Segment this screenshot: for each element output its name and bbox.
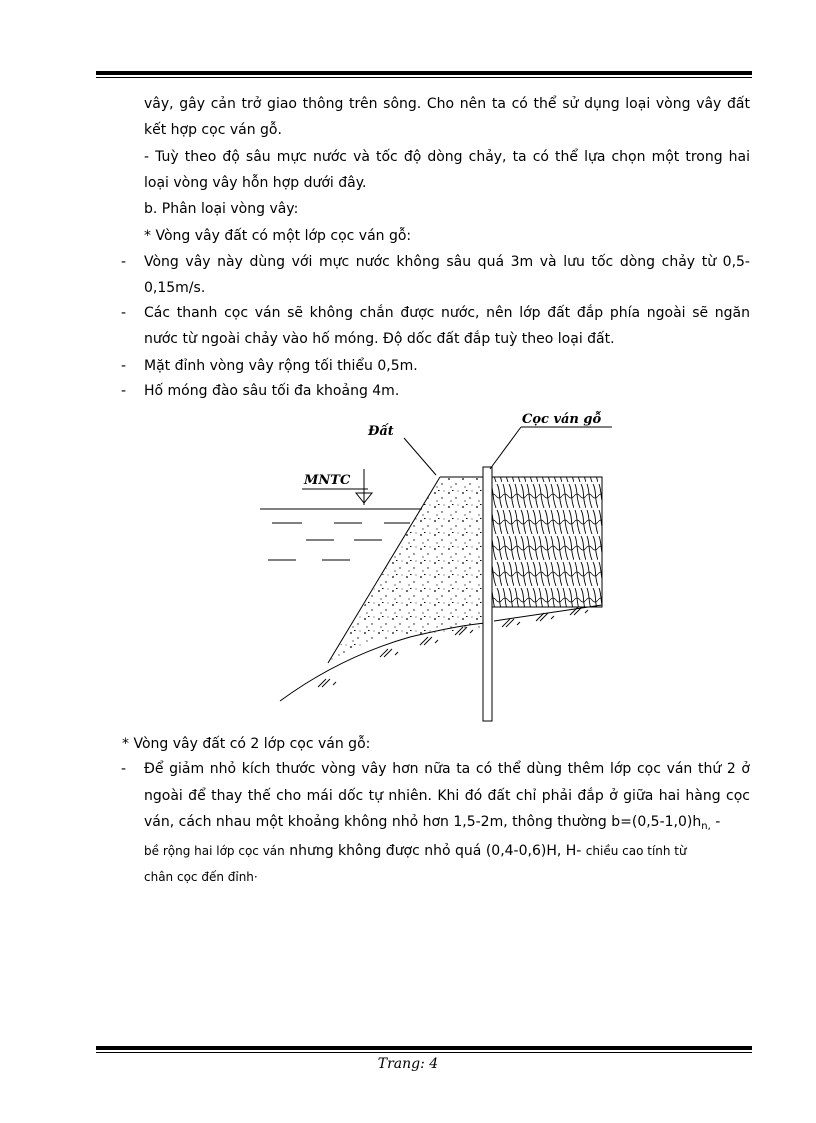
- page-number: Trang: 4: [377, 1056, 439, 1072]
- footer-rule: [96, 1046, 752, 1053]
- label-mntc: MNTC: [304, 473, 351, 488]
- bullet5-line4: [144, 842, 687, 860]
- leader-dat: [404, 438, 436, 475]
- bullet5-line4-part3: chiều cao tính từ: [585, 844, 687, 858]
- leader-coc: [490, 427, 521, 469]
- heading-one-layer: * Vòng vây đất có một lớp cọc ván gỗ:: [144, 228, 412, 244]
- heading-b: b. Phân loại vòng vây:: [144, 201, 299, 217]
- bullet-dash: -: [121, 383, 127, 399]
- bullet5-line3-text: ván, cách nhau một khoảng không nhỏ hơn 1,5-2m, thông thường b=(0,5-1,0)h: [144, 814, 702, 830]
- bullet5-line5: chân cọc đến đỉnh·: [144, 870, 258, 884]
- bullet1-line2: 0,15m/s.: [144, 280, 206, 296]
- bullet2-line1: Các thanh cọc ván sẽ không chắn được nước, nên lớp đất đắp phía ngoài sẽ ngăn: [144, 305, 750, 321]
- bullet-dash: -: [121, 358, 127, 374]
- label-dat: Đất: [368, 424, 394, 439]
- cofferdam-diagram: [250, 405, 630, 725]
- bullet-dash: -: [121, 761, 127, 777]
- pit-soil: [486, 477, 602, 607]
- bullet5-line4-part2: nhưng không được nhỏ quá (0,4-0,6)H, H-: [284, 843, 586, 859]
- bullet-dash: -: [121, 254, 127, 270]
- bullet5-line3-tail: -: [710, 814, 721, 830]
- bullet5-line2: ngoài để thay thế cho mái dốc tự nhiên. Khi đó đất chỉ phải đắp ở giữa hai hàng cọc: [144, 788, 750, 804]
- sheet-pile: [483, 467, 492, 721]
- bullet1-line1: Vòng vây này dùng với mực nước không sâu quá 3m và lưu tốc dòng chảy từ 0,5-: [144, 254, 750, 270]
- bullet5-line3: [144, 813, 720, 836]
- header-rule: [96, 71, 752, 78]
- label-coc-van-go: Cọc ván gỗ: [522, 412, 602, 427]
- para1-line2: kết hợp cọc ván gỗ.: [144, 122, 282, 138]
- bullet2-line2: nước từ ngoài chảy vào hố móng. Độ dốc đất đắp tuỳ theo loại đất.: [144, 331, 615, 347]
- para1-line1: vây, gây cản trở giao thông trên sông. Cho nên ta có thể sử dụng loại vòng vây đất: [144, 96, 750, 112]
- heading-two-layer: * Vòng vây đất có 2 lớp cọc ván gỗ:: [122, 736, 371, 752]
- bullet5-line4-part1: bề rộng hai lớp cọc ván: [144, 844, 285, 858]
- bullet5-line1: Để giảm nhỏ kích thước vòng vây hơn nữa ta có thể dùng thêm lớp cọc ván thứ 2 ở: [144, 761, 750, 777]
- earth-fill: [328, 477, 486, 663]
- bullet4: Hố móng đào sâu tối đa khoảng 4m.: [144, 383, 400, 399]
- subscript-n: n,: [701, 821, 711, 832]
- para2-line2: loại vòng vây hỗn hợp dưới đây.: [144, 175, 367, 191]
- bullet-dash: -: [121, 305, 127, 321]
- bullet3: Mặt đỉnh vòng vây rộng tối thiểu 0,5m.: [144, 358, 418, 374]
- para2-line1: - Tuỳ theo độ sâu mực nước và tốc độ dòng chảy, ta có thể lựa chọn một trong hai: [144, 149, 750, 165]
